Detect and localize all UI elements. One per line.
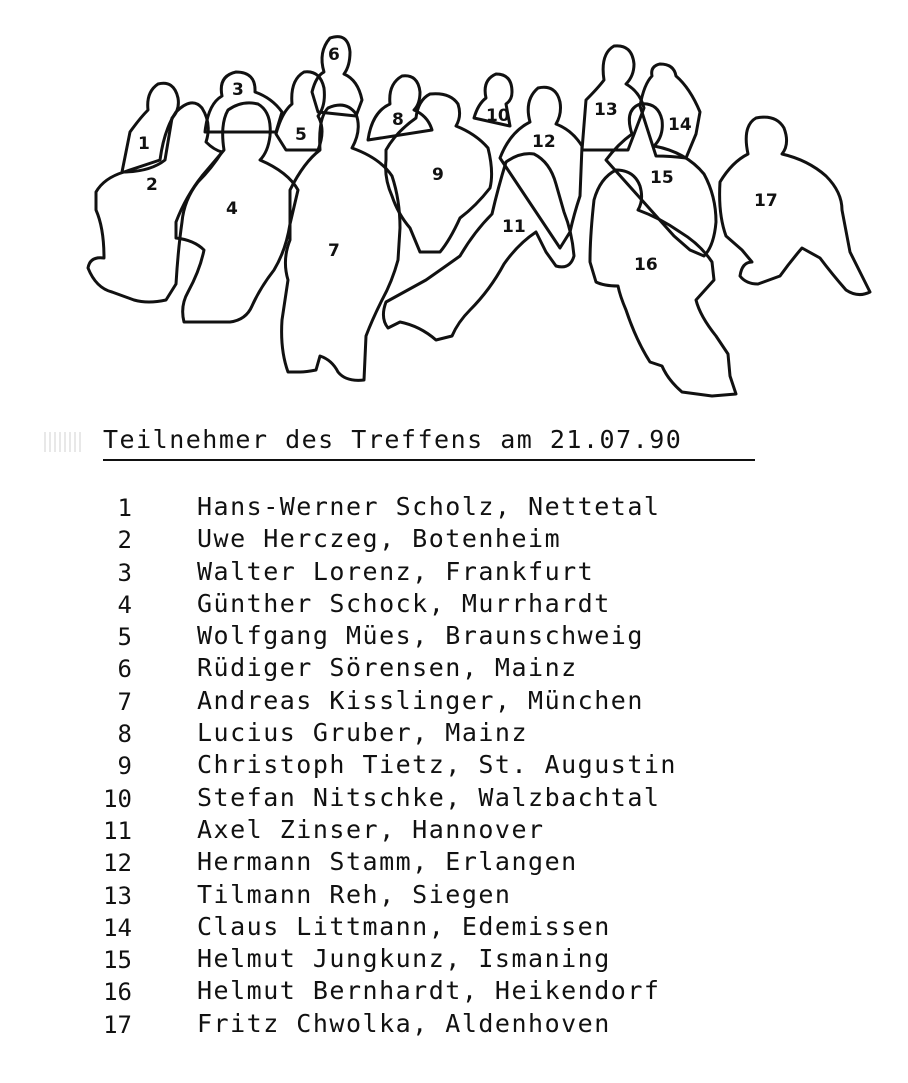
participant-row xyxy=(0,847,800,879)
participant-name: Günther Schock, Murrhardt xyxy=(197,588,611,618)
participant-row xyxy=(0,880,800,912)
participant-row xyxy=(0,976,800,1008)
silhouette-7 xyxy=(282,105,400,380)
participant-number: 16 xyxy=(103,978,132,1007)
page-title: Teilnehmer des Treffens am 21.07.90 xyxy=(103,425,683,454)
participant-row xyxy=(0,653,800,685)
photo-label-2: 2 xyxy=(146,175,158,195)
scan-smudge xyxy=(44,432,82,452)
participant-name: Axel Zinser, Hannover xyxy=(197,814,545,844)
participant-row xyxy=(0,686,800,718)
participant-row xyxy=(0,783,800,815)
participant-row xyxy=(0,944,800,976)
participant-number: 17 xyxy=(103,1010,132,1039)
participant-row xyxy=(0,557,800,589)
participant-row xyxy=(0,1009,800,1041)
photo-label-10: 10 xyxy=(486,106,510,126)
participant-name: Claus Littmann, Edemissen xyxy=(197,911,611,941)
participant-number: 1 xyxy=(117,494,132,522)
participant-name: Stefan Nitschke, Walzbachtal xyxy=(197,782,661,812)
photo-label-15: 15 xyxy=(650,168,674,188)
participant-number: 8 xyxy=(117,720,132,749)
photo-label-14: 14 xyxy=(668,115,692,135)
participant-number: 11 xyxy=(103,816,132,845)
participant-name: Uwe Herczeg, Botenheim xyxy=(197,524,562,554)
photo-label-11: 11 xyxy=(502,217,526,237)
participant-row xyxy=(0,589,800,621)
participant-row xyxy=(0,621,800,653)
participant-row xyxy=(0,815,800,847)
participant-number: 7 xyxy=(117,687,132,716)
group-photo-key-outline xyxy=(0,0,908,410)
participant-name: Andreas Kisslinger, München xyxy=(197,685,644,715)
participant-number: 2 xyxy=(117,526,132,555)
photo-label-6: 6 xyxy=(328,45,340,65)
photo-label-1: 1 xyxy=(138,134,150,154)
participant-list xyxy=(0,492,800,1041)
photo-label-3: 3 xyxy=(232,80,244,100)
silhouette-11 xyxy=(383,154,574,340)
photo-label-17: 17 xyxy=(754,191,778,211)
participant-row xyxy=(0,912,800,944)
participant-name: Lucius Gruber, Mainz xyxy=(197,718,529,748)
participant-number: 12 xyxy=(103,849,132,878)
participant-number: 14 xyxy=(103,913,132,942)
participant-name: Rüdiger Sörensen, Mainz xyxy=(197,653,578,683)
photo-label-5: 5 xyxy=(295,125,307,145)
photo-label-13: 13 xyxy=(594,100,618,120)
photo-label-7: 7 xyxy=(328,241,340,261)
participant-name: Tilmann Reh, Siegen xyxy=(197,879,512,909)
participant-row xyxy=(0,750,800,782)
participant-number: 3 xyxy=(117,558,132,587)
participant-name: Hermann Stamm, Erlangen xyxy=(197,847,578,877)
photo-label-9: 9 xyxy=(432,165,444,185)
participant-row xyxy=(0,492,800,524)
silhouette-2 xyxy=(88,103,222,302)
photo-label-16: 16 xyxy=(634,255,658,275)
participant-number: 13 xyxy=(103,881,132,910)
participant-number: 6 xyxy=(117,655,132,684)
participant-name: Christoph Tietz, St. Augustin xyxy=(197,750,677,780)
participant-name: Wolfgang Mües, Braunschweig xyxy=(197,621,644,651)
silhouette-17 xyxy=(720,117,870,294)
participant-number: 9 xyxy=(117,752,132,781)
silhouette-14 xyxy=(640,64,700,158)
participant-row xyxy=(0,524,800,556)
silhouette-1 xyxy=(122,83,178,172)
title-underline xyxy=(103,459,755,461)
photo-label-4: 4 xyxy=(226,199,238,219)
participant-name: Walter Lorenz, Frankfurt xyxy=(197,556,595,586)
participant-row xyxy=(0,718,800,750)
participant-name: Helmut Bernhardt, Heikendorf xyxy=(197,976,661,1006)
participant-name: Helmut Jungkunz, Ismaning xyxy=(197,944,611,974)
participant-name: Hans-Werner Scholz, Nettetal xyxy=(197,492,661,521)
participant-number: 5 xyxy=(117,623,132,652)
photo-label-12: 12 xyxy=(532,132,556,152)
participant-name: Fritz Chwolka, Aldenhoven xyxy=(197,1008,611,1038)
photo-label-8: 8 xyxy=(392,110,404,130)
participant-number: 10 xyxy=(103,784,132,813)
participant-number: 4 xyxy=(117,590,132,619)
silhouette-13 xyxy=(582,46,644,150)
participant-number: 15 xyxy=(103,946,132,975)
